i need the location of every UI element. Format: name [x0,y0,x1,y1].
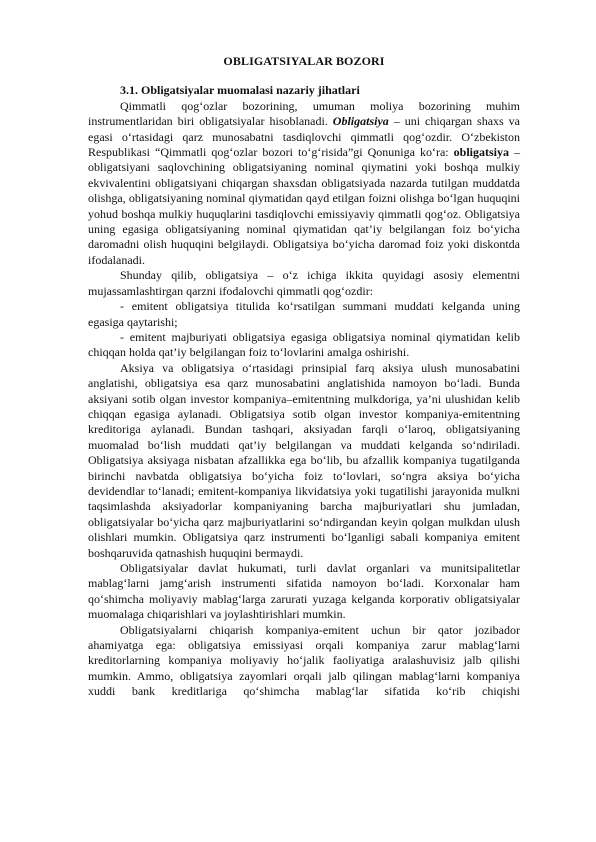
paragraph-issuers: Obligatsiyalar davlat hukumati, turli davlat organlari va munitsipalitetlar mablag‘larni jamg‘arish instrumenti sifatida namoyon bo‘ladi. Korxonalar ham qo‘shimcha moliyaviy mablag‘larga zarurati yuzaga kelganda korporativ obligatsiyalar muomalaga chiqarishlari va joylashtirishlari mumkin. [88,561,520,622]
paragraph-text: Qimmatli qog‘ozlar bozorining, umuman moliya bozorining muhim instrumentlaridan biri obligatsiyalar hisoblanadi. [88,98,520,129]
paragraph-text: – uni chiqargan shaxs va egasi o‘rtasidagi qarz munosabatni tasdiqlovchi qimmatli qog‘ozdir. O‘zbekiston Respublikasi “Qimmatli qog‘ozlar bozori to‘g‘risida”gi Qonuniga ko‘ra: [88,114,520,160]
document-page [88,48,520,700]
paragraph-share-vs-bond: Aksiya va obligatsiya o‘rtasidagi prinsipial farq aksiya ulush munosabatini anglatishi, obligatsiya esa qarz munosabatini anglatishida namoyon bo‘ladi. Bunda aksiyani sotib olgan investor kompaniya–emitentning mulkdoriga, ya’ni ulushidan kelib chiqqan egasiga aylanadi. Obligatsiya sotib olgan investor kompaniya-emitentning kreditoriga aylanadi. Bundan tashqari, aksiyadan farqli o‘laroq, obligatsiyaning muomalad bo‘lish muddati qat’iy belgilangan va muddati kelganda so‘ndiriladi. Obligatsiya aksiyaga nisbatan afzallikka ega bo‘lib, bu afzallik kompaniya tugatilganda birinchi navbatda obligatsiya bo‘yicha foiz to‘lovlari, so‘ngra aksiya bo‘yicha devidendlar to‘lanadi; emitent-kompaniya likvidatsiya yoki tugatilishi jarayonida mulkni taqsimlashda aksiyadorlar kompaniyaning barcha majburiyatlari shu jumladan, obligatsiyalar bo‘yicha qarz majburiyatlarini so‘ndirgandan keyin qolgan mulkdan ulush olishlari mumkin. Obligatsiya qarz instrumenti bo‘lganligi sabali kompaniya emitent boshqaruvida qatnashish huquqini bermaydi. [88,360,520,560]
section-heading: 3.1. Obligatsiyalar muomalasi nazariy jihatlari [120,83,360,98]
term-obligatsiya-bold: obligatsiya [453,145,509,160]
list-item-interest-payments: - emitent majburiyati obligatsiya egasiga obligatsiya nominal qiymatidan kelib chiqqan holda qat’iy belgilangan foiz to‘lovlarini amalga oshirishi. [88,329,520,360]
paragraph-obligation-definition [88,99,520,268]
paragraph-two-elements: Shunday qilib, obligatsiya – o‘z ichiga ikkita quyidagi asosiy elementni mujassamlashtirgan qarzni ifodalovchi qimmatli qog‘ozdir: [88,268,520,298]
paragraph-text: – obligatsiyani saqlovchining obligatsiyaning nominal qiymatini yoki boshqa mulkiy ekvivalentini obligatsiyani chiqargan shaxsdan obligatsiyada nazarda tutilgan muddatda olishga, obligatsiyaning nominal qiymatidan qayd etilgan foizni olishga bo‘lgan huquqini yohud boshqa mulkiy huquqlarini tasdiqlovchi emissiyaviy qimmatli qog‘oz. Obligatsiya uning egasiga obligatsiyaning nominal qiymatidan qat’iy belgilangan foiz bo‘yicha daromadni olish huquqini belgilaydi. Obligatsiya bo‘yicha daromad foiz yoki diskontda ifodalanadi. [88,145,520,267]
term-obligatsiya-italic: Obligatsiya [332,114,389,129]
list-item-return-sum: - emitent obligatsiya titulida ko‘rsatilgan summani muddati kelganda uning egasiga qaytarishi; [88,299,520,329]
paragraph-issuance-advantages: Obligatsiyalarni chiqarish kompaniya-emitent uchun bir qator jozibador ahamiyatga ega: obligatsiya emissiyasi orqali kompaniya zarur mablag‘larni kreditorlarning kompaniya moliyaviy ho‘jalik faoliyatiga aralashuvisiz jalb qilishi mumkin. Ammo, obligatsiya zayomlari orqali jalb qilingan mablag‘larni kompaniya xuddi bank kreditlariga qo‘shimcha mablag‘lar sifatida ko‘rib chiqishi [88,622,520,699]
document-title: OBLIGATSIYALAR BOZORI [223,54,385,68]
